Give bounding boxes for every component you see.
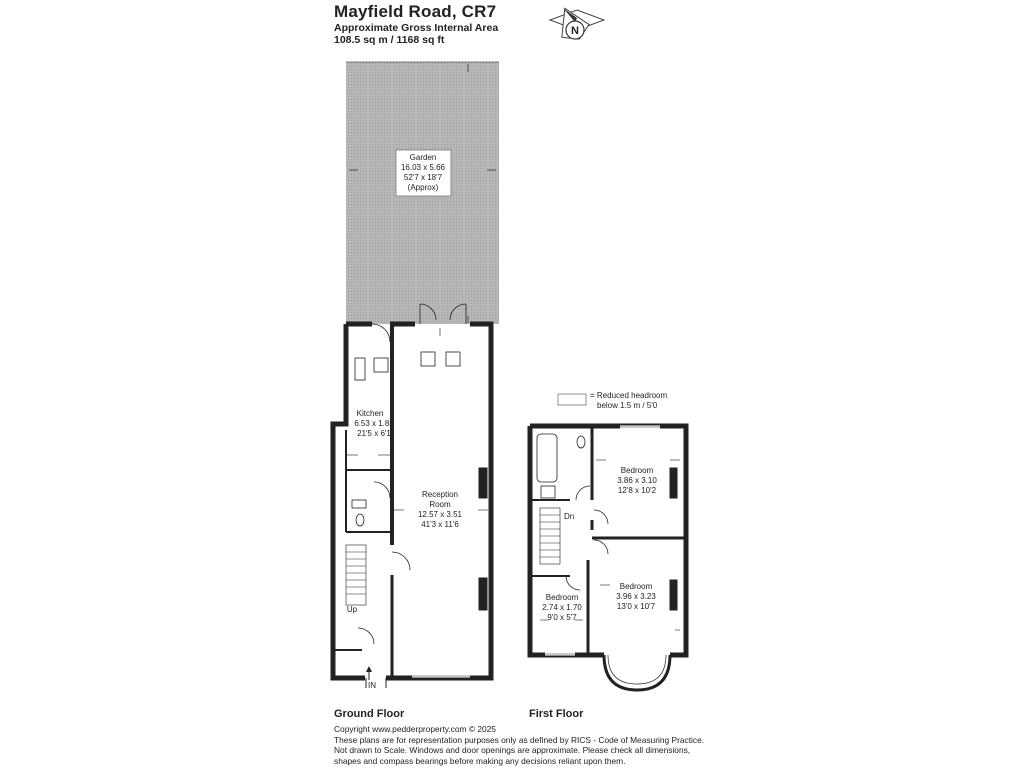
reception-name-2: Room: [429, 500, 451, 509]
disclaimer-line-3: shapes and compass bearings before making any decisions reliant upon them.: [334, 755, 626, 766]
reception-metric: 12.57 x 3.51: [417, 510, 463, 519]
kitchen-name: Kitchen: [356, 409, 384, 418]
legend-line-1: = Reduced headroom: [590, 391, 668, 400]
ground-floor-label: Ground Floor: [334, 708, 405, 720]
bedroom1-name: Bedroom: [620, 466, 654, 475]
bedroom3-name: Bedroom: [545, 593, 579, 602]
reception-imperial: 41'3 x 11'6: [421, 520, 459, 529]
reception-name-1: Reception: [421, 490, 459, 499]
bedroom2-metric: 3.96 x 3.23: [616, 592, 656, 601]
entrance-arrow-icon: [366, 666, 372, 680]
ground-floor-plan: [333, 304, 491, 688]
compass-icon: [550, 2, 604, 45]
bedroom1-metric: 3.86 x 3.10: [617, 476, 657, 485]
property-title: Mayfield Road, CR7: [334, 2, 497, 21]
stairs-down-label: Dn: [564, 512, 575, 521]
legend-line-2: below 1.5 m / 5'0: [597, 401, 658, 410]
disclaimer-line-1: These plans are for representation purposes only as defined by RICS - Code of Measuring Practice.: [334, 734, 705, 745]
first-floor-label: First Floor: [529, 708, 584, 720]
bedroom2-imperial: 13'0 x 10'7: [616, 602, 656, 611]
first-floor-plan: [530, 426, 686, 690]
garden-name: Garden: [409, 153, 437, 162]
bedroom3-metric: 2.74 x 1.70: [542, 603, 582, 612]
area-value: 108.5 sq m / 1168 sq ft: [334, 34, 445, 46]
garden-note: (Approx): [407, 183, 439, 192]
bedroom2-name: Bedroom: [619, 582, 653, 591]
entrance-label: IN: [368, 681, 376, 690]
legend-swatch: [558, 394, 586, 405]
bedroom3-imperial: 9'0 x 5'7: [547, 613, 577, 622]
garden-imperial: 52'7 x 18'7: [403, 173, 443, 182]
kitchen-metric: 6.53 x 1.85: [354, 419, 394, 428]
headroom-legend: [558, 391, 668, 410]
footer-disclaimer: [334, 724, 705, 766]
bedroom1-imperial: 12'8 x 10'2: [617, 486, 657, 495]
area-label: Approximate Gross Internal Area: [334, 22, 499, 34]
garden-metric: 16.03 x 5.66: [400, 163, 446, 172]
stairs-up-label: Up: [346, 605, 358, 614]
garden-area: [346, 62, 499, 324]
kitchen-imperial: 21'5 x 6'1: [357, 429, 391, 438]
compass-letter: N: [571, 25, 579, 37]
disclaimer-line-2: Not drawn to Scale. Windows and door openings are approximate. Please check all dimensions,: [334, 745, 691, 755]
copyright-line: Copyright www.pedderproperty.com © 2025: [334, 724, 496, 734]
